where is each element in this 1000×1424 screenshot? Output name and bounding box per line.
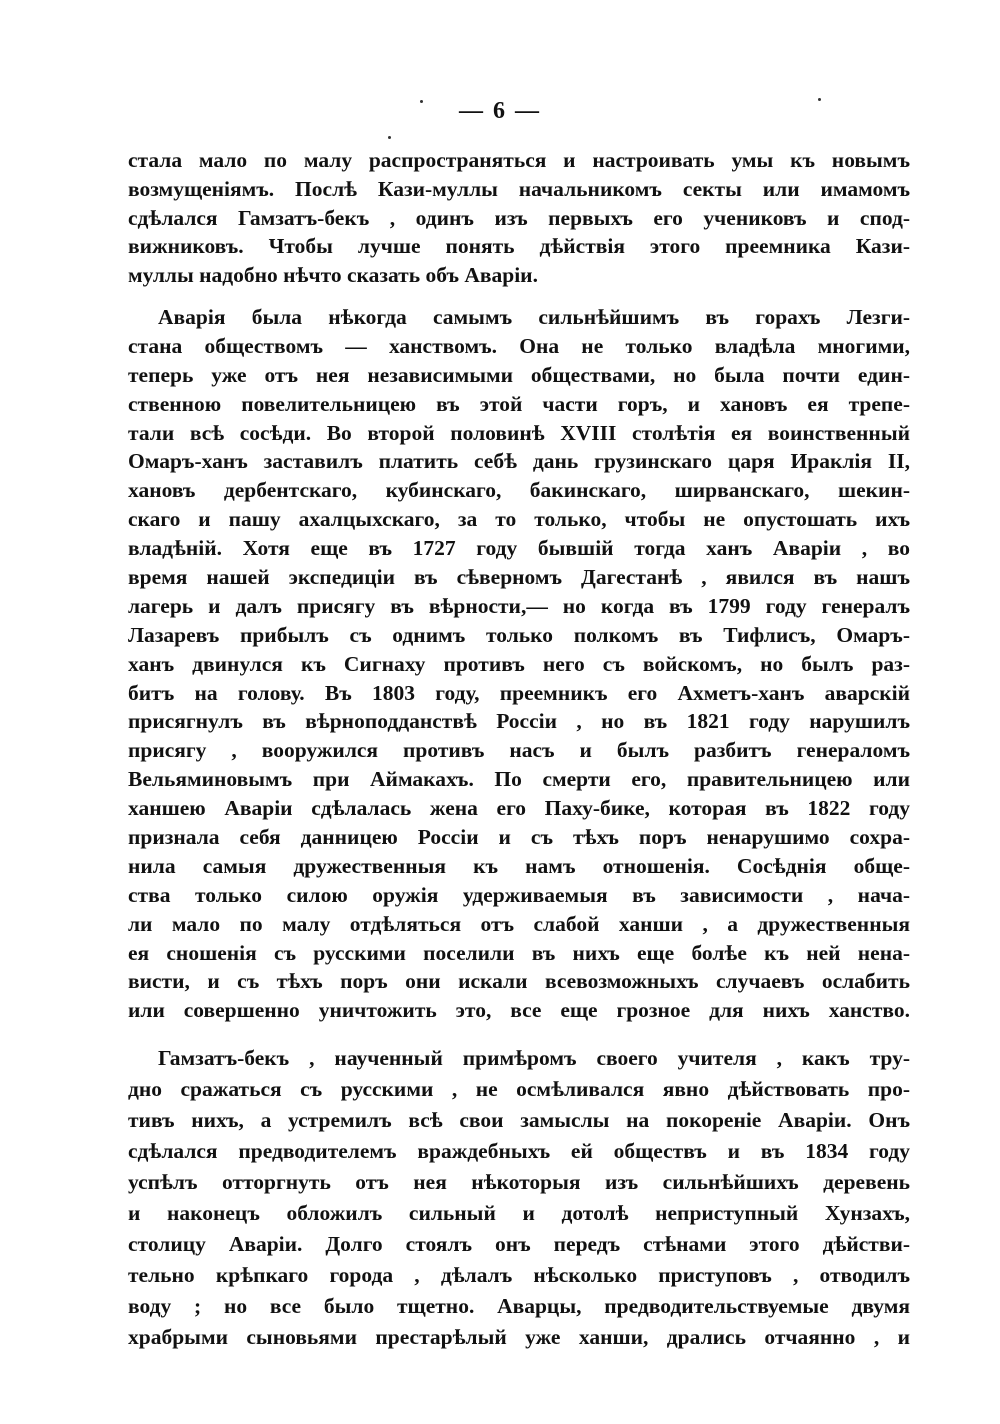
text-line: время нашей экспедиціи въ сѣверномъ Дагестанѣ , явился въ нашъ bbox=[128, 565, 910, 590]
scan-speck bbox=[420, 100, 423, 103]
scan-speck bbox=[818, 98, 821, 101]
scan-speck bbox=[388, 136, 391, 139]
text-line: муллы надобно нѣчто сказать объ Аваріи. bbox=[128, 263, 538, 288]
text-line: признала себя данницею Россіи и съ тѣхъ поръ ненарушимо сохра- bbox=[128, 825, 910, 850]
text-line: Аварія была нѣкогда самымъ сильнѣйшимъ въ горахъ Лезги- bbox=[158, 305, 910, 329]
text-line: Гамзатъ-бекъ , наученный примѣромъ своего учителя , какъ тру- bbox=[158, 1046, 910, 1070]
text-line: тивъ нихъ, а устремилъ всѣ свои замыслы на покореніе Аваріи. Онъ bbox=[128, 1108, 910, 1132]
text-line: Омаръ-ханъ заставилъ платить себѣ дань грузинскаго царя Ираклія II, bbox=[128, 449, 910, 474]
paragraph-2 bbox=[128, 303, 910, 1025]
text-line: Вельяминовымъ при Аймакахъ. По смерти его, правительницею или bbox=[128, 767, 910, 792]
text-line: воду ; но все было тщетно. Аварцы, предводительствуемые двумя bbox=[128, 1294, 910, 1318]
text-line: вижниковъ. Чтобы лучше понять дѣйствія этого преемника Кази- bbox=[128, 234, 910, 259]
text-line: скаго и пашу ахалцыхскаго, за то только, чтобы не опустошать ихъ bbox=[128, 507, 910, 532]
text-line: теперь уже отъ нея независимыми обществами, но была почти един- bbox=[128, 362, 910, 387]
text-line: тали всѣ сосѣди. Во второй половинѣ XVIII столѣтія ея воинственный bbox=[128, 420, 910, 445]
paragraph-1 bbox=[128, 146, 910, 290]
text-line: нила самыя дружественныя къ намъ отношенія. Сосѣднія обще- bbox=[128, 853, 910, 878]
text-line: битъ на голову. Въ 1803 году, преемникъ его Ахметъ-ханъ аварскій bbox=[128, 680, 910, 705]
text-line: висти, и съ тѣхъ поръ они искали всевозможныхъ случаевъ ослабить bbox=[128, 969, 910, 994]
text-line: лагерь и далъ присягу въ вѣрности,— но когда въ 1799 году генералъ bbox=[128, 593, 910, 618]
text-line: храбрыми сыновьями престарѣлый уже ханши, дрались отчаянно , и bbox=[128, 1325, 910, 1349]
text-line: ханшею Аваріи сдѣлалась жена его Паху-бике, которая въ 1822 году bbox=[128, 796, 910, 821]
text-line: дно сражаться съ русскими , не осмѣливался явно дѣйствовать про- bbox=[128, 1077, 910, 1101]
text-line: возмущеніямъ. Послѣ Кази-муллы начальникомъ секты или имамомъ bbox=[128, 176, 910, 201]
text-line: сдѣлался Гамзатъ-бекъ , одинъ изъ первыхъ его учениковъ и спод- bbox=[128, 205, 910, 230]
text-line: тельно крѣпкаго города , дѣлалъ нѣсколько приступовъ , отводилъ bbox=[128, 1263, 910, 1287]
text-line: и наконецъ обложилъ сильный и дотолѣ неприступный Хунзахъ, bbox=[128, 1201, 910, 1225]
text-line: ства только силою оружія удерживаемыя въ зависимости , нача- bbox=[128, 882, 910, 907]
text-line: ханъ двинулся къ Сигнаху противъ него съ войскомъ, но былъ раз- bbox=[128, 651, 910, 676]
text-line: или совершенно уничтожить это, все еще грозное для нихъ ханство. bbox=[128, 998, 910, 1023]
text-line: ственною повелительницею въ этой части горъ, и хановъ ея трепе- bbox=[128, 391, 910, 416]
text-line: ея сношенія съ русскими поселили въ нихъ еще болѣе къ ней нена- bbox=[128, 940, 910, 965]
text-line: ли мало по малу отдѣляться отъ слабой ханши , а дружественныя bbox=[128, 911, 910, 936]
paragraph-3 bbox=[128, 1043, 910, 1353]
text-line: владѣній. Хотя еще въ 1727 году бывшій тогда ханъ Аваріи , во bbox=[128, 536, 910, 561]
text-line: присягу , вооружился противъ насъ и былъ разбитъ генераломъ bbox=[128, 738, 910, 763]
page-number: — 6 — bbox=[459, 98, 541, 124]
text-line: сдѣлался предводителемъ враждебныхъ ей обществъ и въ 1834 году bbox=[128, 1139, 910, 1163]
text-line: стана обществомъ — ханствомъ. Она не только владѣла многими, bbox=[128, 333, 910, 358]
text-line: столицу Аваріи. Долго стоялъ онъ передъ стѣнами этого дѣйстви- bbox=[128, 1232, 910, 1256]
text-line: хановъ дербентскаго, кубинскаго, бакинскаго, ширванскаго, шекин- bbox=[128, 478, 910, 503]
text-line: успѣлъ отторгнуть отъ нея нѣкоторыя изъ сильнѣйшихъ деревень bbox=[128, 1170, 910, 1194]
text-line: Лазаревъ прибылъ съ однимъ только полкомъ въ Тифлисъ, Омаръ- bbox=[128, 622, 910, 647]
text-line: стала мало по малу распространяться и настроивать умы къ новымъ bbox=[128, 148, 910, 172]
text-line: присягнулъ въ вѣрноподданствѣ Россіи , но въ 1821 году нарушилъ bbox=[128, 709, 910, 734]
